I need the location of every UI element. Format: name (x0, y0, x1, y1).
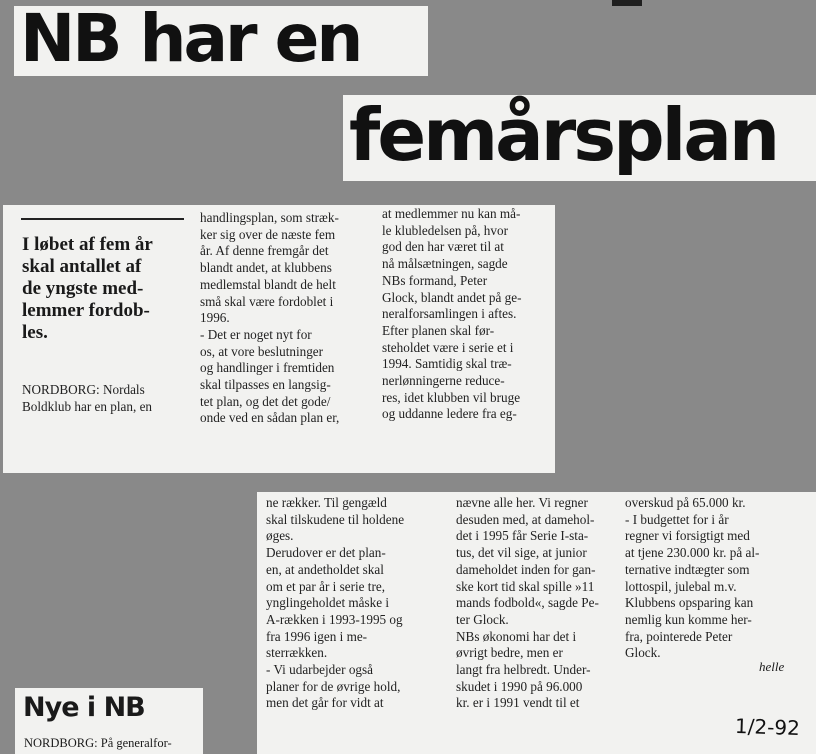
headline-line-1: NB har en (20, 0, 361, 77)
article-title: Nye i NB (23, 692, 145, 723)
article-clipping-nye-i-nb (15, 688, 203, 754)
article-lead-text: NORDBORG: Nordals Boldklub har en plan, en (22, 382, 153, 414)
clipping-fragment (612, 0, 642, 6)
divider-rule (21, 218, 184, 220)
author-signature: helle (759, 659, 785, 674)
article-deck: I løbet af fem år skal antallet af de yngste med- lemmer fordob- les. (22, 234, 153, 343)
headline-clipping-2 (343, 95, 816, 181)
continuation-column-3: overskud på 65.000 kr. - I budgettet for i år regner vi forsigtigt med at tjene 230.000 kr. på al- ternative indtægter som lottospil, julebal m.v. Klubbens opsparing kan nemlig kun komme her- fra, pointerede Peter Glock. (625, 495, 760, 661)
article-column-3: at medlemmer nu kan må- le klubledelsen på, hvor god den har været til at nå målsætningen, sagde NBs formand, Peter Glock, blandt andet på ge- neralforsamlingen i aftes. Efter planen skal før- steholdet være i serie et i 1994. Samtidig skal træ- nerlønningerne reduce- res, idet klubben vil bruge og uddanne ledere fra eg- (382, 206, 522, 422)
article-column-2: handlingsplan, som stræk- ker sig over de næste fem år. Af denne fremgår det blandt andet, at klubbens medlemstal blandt de helt små skal være fordoblet i 1996. - Det er noget nyt for os, at vore beslutninger og handlinger i fremtiden skal tilpasses en langsig- tet plan, og det det gode/ onde ved en sådan plan er, (200, 210, 340, 426)
article-text: NORDBORG: På generalfor- (24, 736, 172, 750)
handwritten-date: 1/2-92 (734, 713, 801, 741)
continuation-column-2: nævne alle her. Vi regner desuden med, at damehol- det i 1995 får Serie I-sta- tus, det vil sige, at junior dameholdet inden for gan- ske kort tid skal spille »11 mands fodbold«, sagde Pe- ter Glock. NBs økonomi har det i øvrigt bedre, men er langt fra helbredt. Under- skudet i 1990 på 96.000 kr. er i 1991 vendt til et (456, 495, 599, 711)
headline-clipping-1 (14, 0, 428, 77)
article-clipping-continuation (257, 492, 816, 754)
article-clipping-main (3, 205, 555, 473)
continuation-column-1: ne rækker. Til gengæld skal tilskudene til holdene øges. Derudover er det plan- en, at andetholdet skal om et par år i serie tre, ynglingeholdet måske i A-rækken i 1993-1995 og fra 1996 igen i me- sterrækken. - Vi udarbejder også planer for de øvrige hold, men det går for vidt at (266, 495, 405, 711)
headline-line-2: femårsplan (349, 93, 778, 177)
